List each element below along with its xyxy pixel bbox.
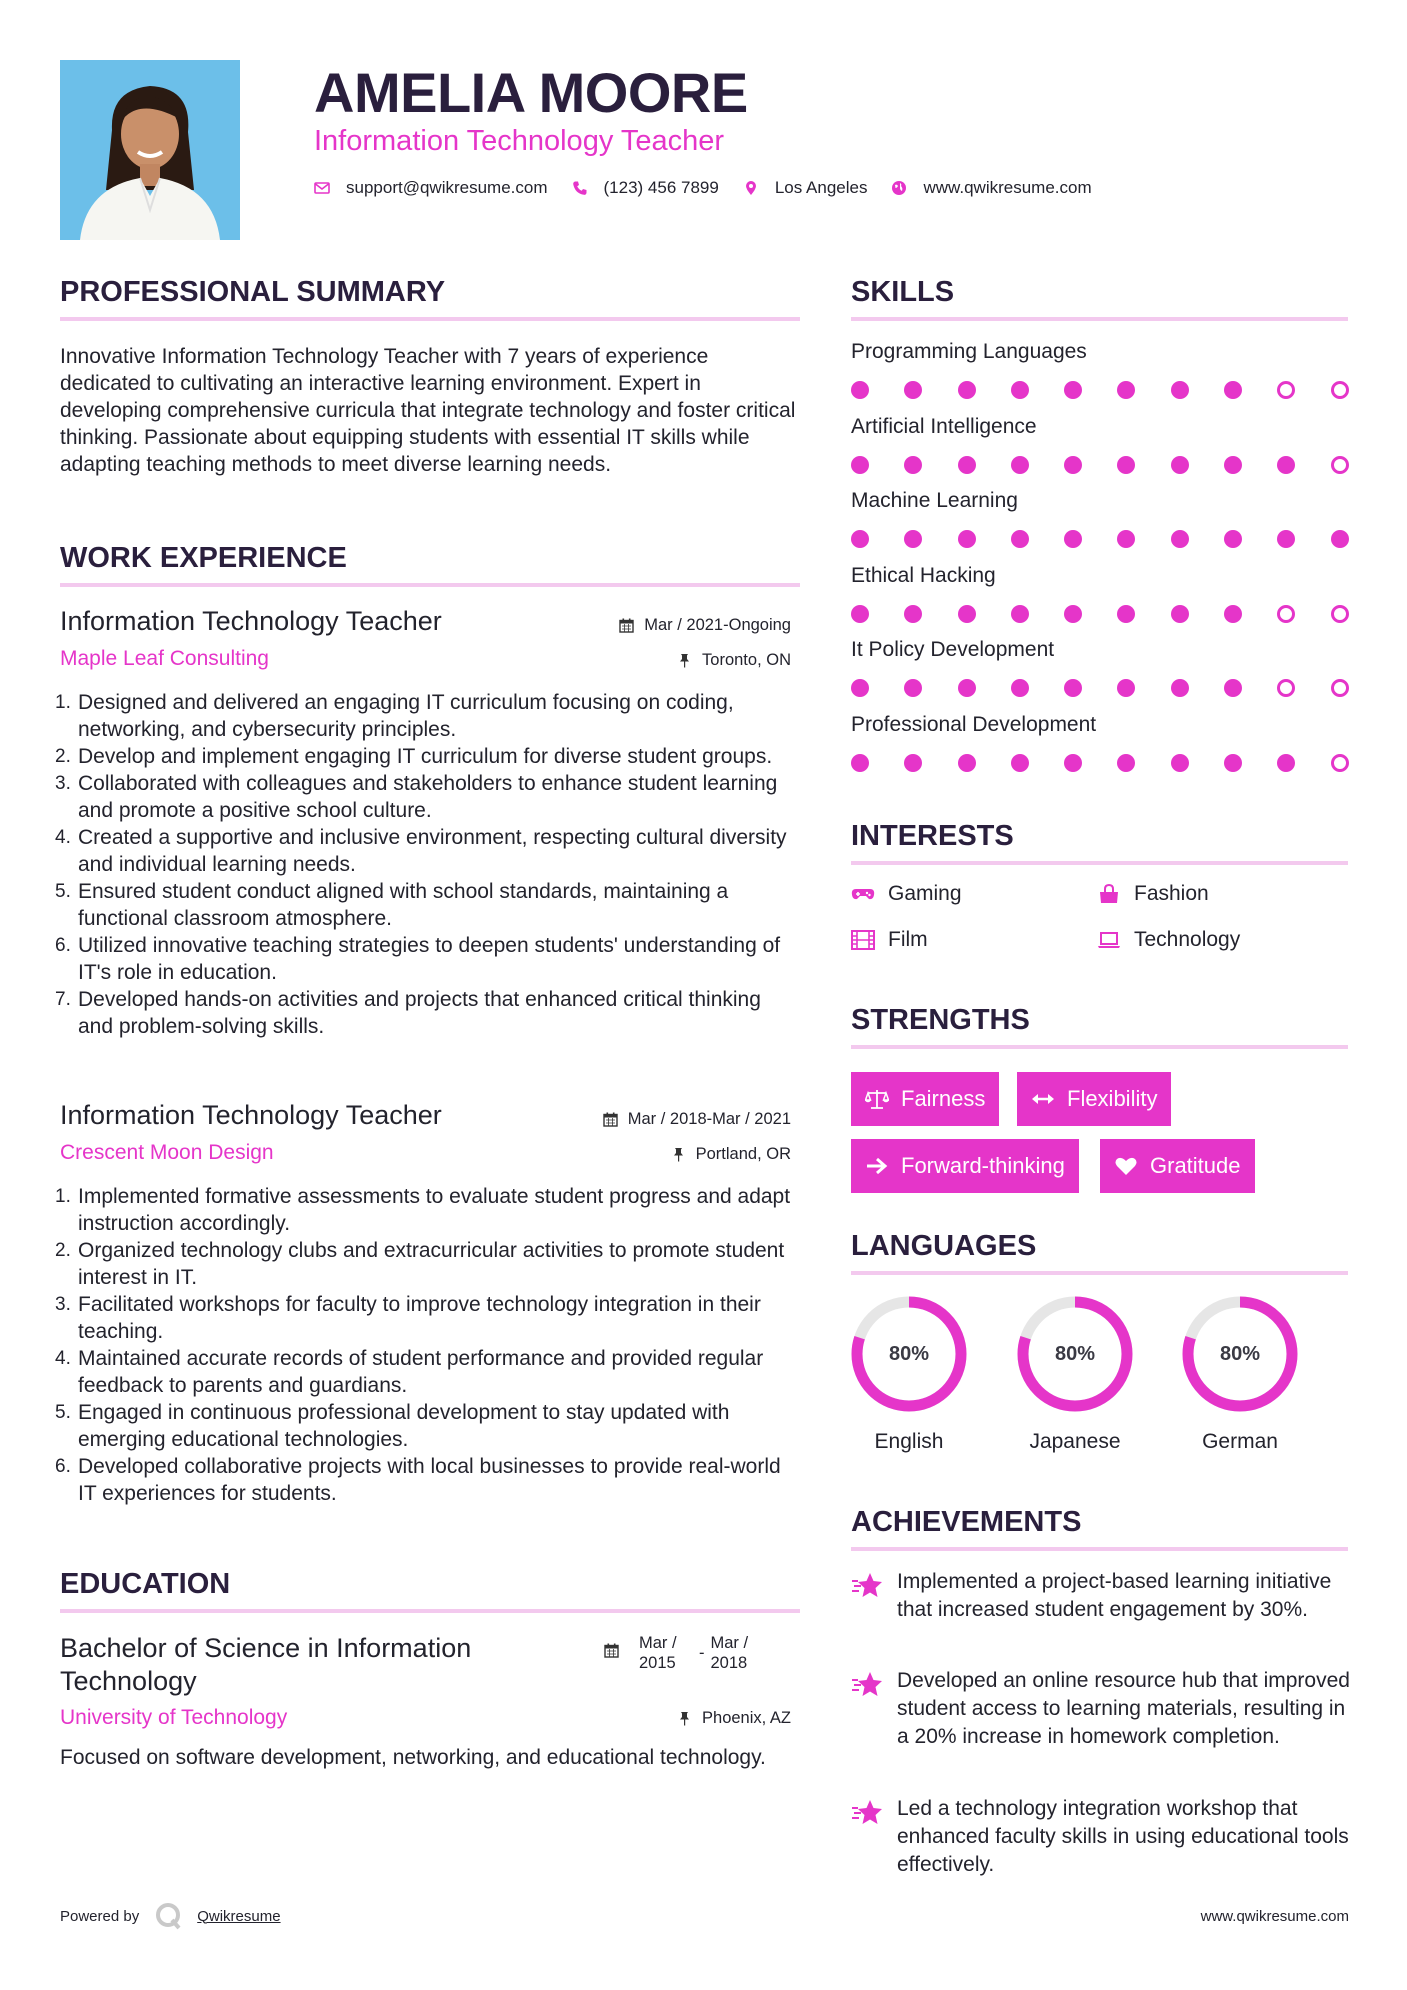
- rating-dot-filled: [1277, 530, 1295, 548]
- skill-name: Artificial Intelligence: [851, 414, 1037, 438]
- achievement-text: Led a technology integration workshop that enhanced faculty skills in using educational tools effectively.: [897, 1797, 1349, 1876]
- language-gauge: [1178, 1292, 1302, 1454]
- interest-item: [1097, 928, 1240, 952]
- job-dates-text: Mar / 2021-Ongoing: [644, 616, 791, 634]
- list-item: Implemented formative assessments to evaluate student progress and adapt instruction accordingly.: [78, 1185, 791, 1235]
- phone-icon: [572, 180, 588, 196]
- rating-dot-filled: [1224, 679, 1242, 697]
- rating-dot-filled: [1011, 679, 1029, 697]
- summary-heading: PROFESSIONAL SUMMARY: [60, 276, 446, 308]
- achievement-text: Implemented a project-based learning initiative that increased student engagement by 30%.: [897, 1570, 1332, 1621]
- rating-dot-filled: [851, 381, 869, 399]
- calendar-icon-wrap: [604, 1633, 629, 1673]
- rating-dot-empty: [1277, 679, 1295, 697]
- rating-dot-filled: [851, 754, 869, 772]
- skill-name: Ethical Hacking: [851, 563, 996, 587]
- star-burst-icon: [851, 1798, 885, 1828]
- rating-dot-filled: [904, 679, 922, 697]
- skill-rating: [851, 456, 1384, 474]
- rating-dot-filled: [1171, 381, 1189, 399]
- rating-dot-filled: [1117, 605, 1135, 623]
- achievements-heading: ACHIEVEMENTS: [851, 1506, 1082, 1538]
- list-item: Engaged in continuous professional development to stay updated with emerging educational technologies.: [78, 1401, 730, 1451]
- list-item: Ensured student conduct aligned with school standards, maintaining a functional classroom atmosphere.: [78, 880, 729, 930]
- rating-dot-filled: [851, 605, 869, 623]
- star-burst-icon: [851, 1571, 885, 1601]
- list-item: Created a supportive and inclusive environment, respecting cultural diversity and individual learning needs.: [78, 826, 787, 876]
- interest-label: Fashion: [1134, 882, 1209, 905]
- rating-dot-filled: [958, 679, 976, 697]
- rating-dot-filled: [1171, 456, 1189, 474]
- gamepad-icon: [851, 884, 875, 904]
- powered-by: [60, 1901, 281, 1931]
- rating-dot-filled: [1224, 530, 1242, 548]
- rating-dot-filled: [1064, 530, 1082, 548]
- skills-divider: [851, 317, 1348, 321]
- list-item: Developed hands-on activities and projects that enhanced critical thinking and problem-solving skills.: [78, 988, 761, 1038]
- language-percent: 80%: [1219, 1342, 1261, 1365]
- rating-dot-filled: [1171, 605, 1189, 623]
- job-location: [677, 651, 791, 670]
- education-divider: [60, 1609, 800, 1613]
- education-location-text: Phoenix, AZ: [702, 1709, 791, 1727]
- heart-icon: [1114, 1155, 1138, 1177]
- school-name: University of Technology: [60, 1706, 288, 1729]
- rating-dot-filled: [1224, 754, 1242, 772]
- job-location: [671, 1145, 791, 1164]
- contact-location: [743, 178, 868, 198]
- rating-dot-filled: [1224, 605, 1242, 623]
- rating-dot-filled: [958, 605, 976, 623]
- rating-dot-filled: [904, 456, 922, 474]
- skill-rating: [851, 605, 1384, 623]
- rating-dot-filled: [851, 679, 869, 697]
- languages-divider: [851, 1271, 1348, 1275]
- rating-dot-filled: [1277, 754, 1295, 772]
- laptop-icon: [1097, 930, 1121, 950]
- language-percent: 80%: [1054, 1342, 1096, 1365]
- website-text: www.qwikresume.com: [923, 178, 1092, 197]
- rating-dot-empty: [1277, 381, 1295, 399]
- summary-divider: [60, 317, 800, 321]
- experience-divider: [60, 583, 800, 587]
- envelope-icon: [314, 180, 330, 196]
- strength-label: Fairness: [901, 1086, 986, 1111]
- skill-rating: [851, 679, 1384, 697]
- rating-dot-filled: [904, 530, 922, 548]
- rating-dot-filled: [1064, 754, 1082, 772]
- rating-dot-empty: [1331, 381, 1349, 399]
- contact-website[interactable]: [891, 178, 1091, 198]
- rating-dot-filled: [1331, 530, 1349, 548]
- achievement-item: [851, 1795, 1351, 1879]
- rating-dot-filled: [1064, 605, 1082, 623]
- strength-badge: [851, 1139, 1079, 1193]
- rating-dot-filled: [958, 530, 976, 548]
- language-name: German: [1202, 1430, 1278, 1453]
- map-pin-icon: [743, 180, 759, 196]
- rating-dot-filled: [1064, 679, 1082, 697]
- skill-name: Machine Learning: [851, 489, 1018, 513]
- contact-phone[interactable]: [572, 178, 719, 198]
- location-text: Los Angeles: [774, 178, 868, 197]
- list-item: Develop and implement engaging IT curriculum for diverse student groups.: [78, 745, 773, 768]
- strengths-heading: STRENGTHS: [851, 1004, 1030, 1036]
- skills-heading: SKILLS: [851, 276, 955, 308]
- education-end-date: Mar / 2018: [710, 1634, 749, 1672]
- email-text: support@qwikresume.com: [346, 178, 548, 197]
- list-item: Collaborated with colleagues and stakeholders to enhance student learning and promote a positive school culture.: [78, 772, 778, 822]
- strength-label: Gratitude: [1150, 1153, 1241, 1178]
- powered-by-label: Powered by: [60, 1907, 140, 1925]
- pushpin-icon: [671, 1147, 686, 1162]
- rating-dot-empty: [1331, 754, 1349, 772]
- rating-dot-filled: [1011, 456, 1029, 474]
- date-separator: -: [699, 1644, 705, 1662]
- interest-item: [851, 882, 962, 906]
- arrow-right-icon: [865, 1155, 889, 1177]
- profile-photo: [60, 60, 240, 240]
- skill-rating: [851, 381, 1384, 399]
- strength-badge: [1017, 1072, 1171, 1126]
- education-start-date: Mar / 2015: [639, 1634, 677, 1672]
- achievement-text: Developed an online resource hub that improved student access to learning materials, resulting in a 20% increase in homework completion.: [897, 1669, 1350, 1748]
- pushpin-icon: [677, 653, 692, 668]
- job-dates: [619, 616, 791, 635]
- languages-heading: LANGUAGES: [851, 1230, 1037, 1262]
- job-duties-list: [60, 1183, 800, 1507]
- job-title: Information Technology Teacher: [60, 606, 442, 636]
- achievement-item: [851, 1667, 1351, 1751]
- language-gauge: [1013, 1292, 1137, 1454]
- language-name: Japanese: [1029, 1430, 1121, 1453]
- interest-label: Technology: [1134, 928, 1241, 951]
- interest-label: Gaming: [888, 882, 962, 905]
- skill-name: Programming Languages: [851, 340, 1087, 363]
- rating-dot-filled: [1117, 381, 1135, 399]
- job-title: Information Technology Teacher: [60, 1100, 442, 1130]
- qwikresume-logo-icon: [153, 1901, 183, 1931]
- rating-dot-filled: [1277, 456, 1295, 474]
- rating-dot-filled: [904, 381, 922, 399]
- job-dates-text: Mar / 2018-Mar / 2021: [627, 1110, 791, 1128]
- education-heading: EDUCATION: [60, 1568, 231, 1600]
- rating-dot-filled: [1171, 679, 1189, 697]
- job-location-text: Portland, OR: [695, 1145, 791, 1163]
- job-dates: [603, 1110, 791, 1129]
- footer-url[interactable]: www.qwikresume.com: [1200, 1908, 1349, 1925]
- rating-dot-filled: [1117, 754, 1135, 772]
- arrows-horizontal-icon: [1031, 1088, 1055, 1110]
- contact-email[interactable]: [314, 178, 548, 198]
- rating-dot-filled: [1064, 381, 1082, 399]
- rating-dot-filled: [904, 605, 922, 623]
- rating-dot-filled: [1011, 754, 1029, 772]
- strength-badge: [1100, 1139, 1255, 1193]
- language-gauge: [847, 1292, 971, 1454]
- interests-divider: [851, 861, 1348, 865]
- rating-dot-filled: [958, 456, 976, 474]
- interest-label: Film: [888, 928, 928, 951]
- rating-dot-filled: [1224, 456, 1242, 474]
- calendar-icon: [603, 1112, 618, 1127]
- rating-dot-filled: [1064, 456, 1082, 474]
- language-percent: 80%: [888, 1342, 930, 1365]
- achievements-divider: [851, 1547, 1348, 1551]
- education-dates: [604, 1633, 771, 1673]
- rating-dot-filled: [1117, 679, 1135, 697]
- strength-badge: [851, 1072, 999, 1126]
- rating-dot-filled: [904, 754, 922, 772]
- rating-dot-empty: [1277, 605, 1295, 623]
- rating-dot-filled: [851, 456, 869, 474]
- language-name: English: [874, 1430, 944, 1453]
- skill-rating: [851, 530, 1384, 548]
- rating-dot-filled: [958, 754, 976, 772]
- contact-bar: [314, 178, 1116, 198]
- company-name: Crescent Moon Design: [60, 1141, 274, 1164]
- candidate-name: AMELIA MOORE: [314, 61, 748, 124]
- list-item: Organized technology clubs and extracurricular activities to promote student interest in IT.: [78, 1239, 785, 1289]
- list-item: Utilized innovative teaching strategies to deepen students' understanding of IT's role in education.: [78, 934, 781, 984]
- list-item: Designed and delivered an engaging IT curriculum focusing on coding, networking, and cybersecurity principles.: [78, 691, 734, 741]
- education-description: Focused on software development, networking, and educational technology.: [60, 1746, 766, 1769]
- rating-dot-filled: [1224, 381, 1242, 399]
- rating-dot-filled: [1011, 381, 1029, 399]
- globe-icon: [891, 180, 907, 196]
- phone-text: (123) 456 7899: [603, 178, 719, 197]
- summary-text: Innovative Information Technology Teacher with 7 years of experience dedicated to cultivating an interactive learning environment. Expert in developing comprehensive curricula that integrate technology and foster critical thinking. Passionate about equipping students with essential IT skills while adapting teaching methods to meet diverse learning needs.: [60, 345, 796, 476]
- rating-dot-filled: [1117, 456, 1135, 474]
- rating-dot-empty: [1331, 679, 1349, 697]
- list-item: Developed collaborative projects with local businesses to provide real-world IT experiences for students.: [78, 1455, 781, 1505]
- list-item: Maintained accurate records of student performance and provided regular feedback to parents and guardians.: [78, 1347, 764, 1397]
- rating-dot-filled: [851, 530, 869, 548]
- interest-item: [1097, 882, 1209, 906]
- job-location-text: Toronto, ON: [702, 651, 791, 669]
- skill-rating: [851, 754, 1384, 772]
- achievement-item: [851, 1568, 1351, 1624]
- balance-scale-icon: [865, 1088, 889, 1110]
- rating-dot-empty: [1331, 605, 1349, 623]
- strength-label: Forward-thinking: [901, 1153, 1065, 1178]
- rating-dot-empty: [1331, 456, 1349, 474]
- qwikresume-link[interactable]: Qwikresume: [197, 1907, 281, 1925]
- rating-dot-filled: [1171, 754, 1189, 772]
- strengths-divider: [851, 1045, 1348, 1049]
- degree-title: Bachelor of Science in Information Technology: [60, 1633, 472, 1696]
- pushpin-icon: [677, 1711, 692, 1726]
- star-burst-icon: [851, 1670, 885, 1700]
- interest-item: [851, 928, 928, 952]
- candidate-role: Information Technology Teacher: [314, 125, 725, 157]
- film-icon: [851, 930, 875, 950]
- company-name: Maple Leaf Consulting: [60, 647, 269, 670]
- interests-heading: INTERESTS: [851, 820, 1014, 852]
- list-item: Facilitated workshops for faculty to improve technology integration in their teaching.: [78, 1293, 761, 1343]
- rating-dot-filled: [1171, 530, 1189, 548]
- calendar-icon: [604, 1643, 619, 1658]
- calendar-icon: [619, 618, 634, 633]
- rating-dot-filled: [1011, 530, 1029, 548]
- skill-name: It Policy Development: [851, 638, 1055, 662]
- experience-heading: WORK EXPERIENCE: [60, 542, 347, 574]
- strength-label: Flexibility: [1067, 1086, 1158, 1111]
- rating-dot-filled: [958, 381, 976, 399]
- job-duties-list: [60, 689, 800, 1040]
- education-location: [677, 1709, 791, 1728]
- shopping-bag-icon: [1097, 884, 1121, 904]
- rating-dot-filled: [1011, 605, 1029, 623]
- skill-name: Professional Development: [851, 713, 1097, 736]
- rating-dot-filled: [1117, 530, 1135, 548]
